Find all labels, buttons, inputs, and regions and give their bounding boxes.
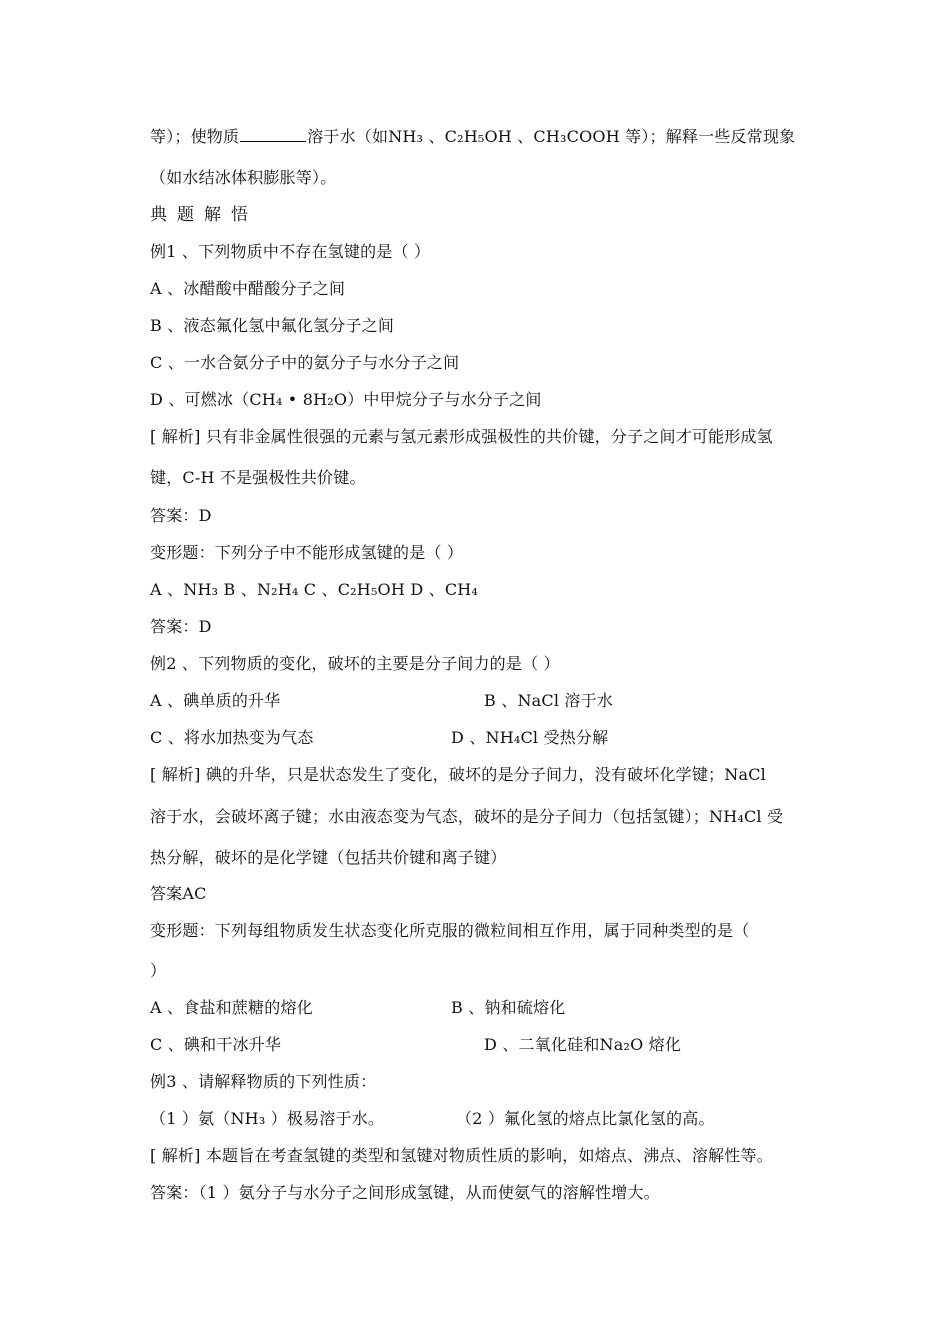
text-segment: 等）；使物质 bbox=[150, 127, 240, 146]
fill-blank bbox=[240, 127, 306, 142]
question-1: 例1 、下列物质中不存在氢键的是（ ） bbox=[150, 242, 431, 261]
variant-options: A 、NH₃ B 、N₂H₄ C 、C₂H₅OH D 、CH₄ bbox=[150, 580, 479, 599]
analysis-text: [ 解析] 碘的升华，只是状态发生了变化，破坏的是分子间力，没有破坏化学键；NaCl bbox=[150, 765, 766, 784]
text-line bbox=[150, 126, 795, 148]
answer-text: 答案：D bbox=[150, 506, 212, 525]
analysis-text: [ 解析] 本题旨在考查氢键的类型和氢键对物质性质的影响，如熔点、沸点、溶解性等。 bbox=[150, 1146, 773, 1165]
option-b: B 、NaCl 溶于水 bbox=[484, 691, 614, 710]
option-d: D 、二氧化硅和Na₂O 熔化 bbox=[484, 1035, 682, 1054]
option-c: C 、将水加热变为气态 bbox=[150, 728, 314, 747]
sub-question-2: （2 ）氟化氢的熔点比氯化氢的高。 bbox=[456, 1109, 715, 1128]
variant-question-2: 变形题：下列每组物质发生状态变化所克服的微粒间相互作用，属于同种类型的是（ bbox=[150, 921, 750, 940]
analysis-text: 键，C-H 不是强极性共价键。 bbox=[150, 468, 366, 487]
analysis-text: [ 解析] 只有非金属性很强的元素与氢元素形成强极性的共价键，分子之间才可能形成氢 bbox=[150, 427, 773, 446]
option-d: D 、NH₄Cl 受热分解 bbox=[451, 728, 609, 747]
option-a: A 、食盐和蔗糖的熔化 bbox=[150, 998, 313, 1017]
answer-text: 答案AC bbox=[150, 884, 207, 903]
variant-question-1: 变形题：下列分子中不能形成氢键的是（ ） bbox=[150, 543, 464, 562]
answer-text: 答案：（1 ）氨分子与水分子之间形成氢键，从而使氨气的溶解性增大。 bbox=[150, 1183, 660, 1202]
option-d: D 、可燃冰（CH₄ • 8H₂O）中甲烷分子与水分子之间 bbox=[150, 390, 542, 409]
option-b: B 、钠和硫熔化 bbox=[451, 998, 566, 1017]
option-b: B 、液态氟化氢中氟化氢分子之间 bbox=[150, 316, 395, 335]
analysis-text: 溶于水，会破坏离子键；水由液态变为气态，破坏的是分子间力（包括氢键）；NH₄Cl 受 bbox=[150, 807, 784, 826]
section-heading: 典题解悟 bbox=[150, 205, 258, 225]
text-segment: 溶于水（如NH₃ 、C₂H₅OH 、CH₃COOH 等）；解释一些反常现象 bbox=[307, 127, 796, 146]
option-c: C 、一水合氨分子中的氨分子与水分子之间 bbox=[150, 353, 460, 372]
answer-text: 答案：D bbox=[150, 617, 212, 636]
option-a: A 、冰醋酸中醋酸分子之间 bbox=[150, 279, 346, 298]
option-c: C 、碘和干冰升华 bbox=[150, 1035, 282, 1054]
analysis-text: 热分解，破坏的是化学键（包括共价键和离子键） bbox=[150, 848, 507, 867]
sub-question-1: （1 ）氨（NH₃ ）极易溶于水。 bbox=[150, 1109, 385, 1128]
question-3: 例3 、请解释物质的下列性质： bbox=[150, 1072, 377, 1091]
text-line: （如水结冰体积膨胀等）。 bbox=[150, 168, 337, 187]
option-a: A 、碘单质的升华 bbox=[150, 691, 281, 710]
text-line: ） bbox=[150, 961, 167, 980]
question-2: 例2 、下列物质的变化，破坏的主要是分子间力的是（ ） bbox=[150, 654, 560, 673]
